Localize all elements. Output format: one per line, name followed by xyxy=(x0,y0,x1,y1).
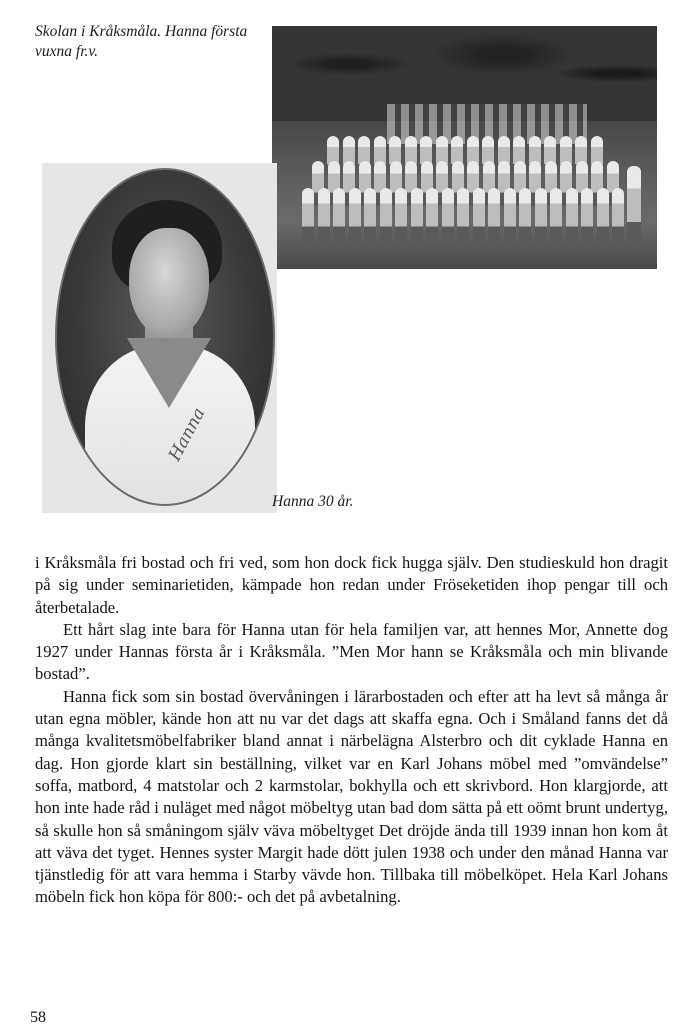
portrait-signature: Hanna xyxy=(165,404,210,465)
school-photo-caption: Skolan i Kråksmåla. Hanna första vuxna fr.v. xyxy=(35,23,248,60)
page-number: 58 xyxy=(30,1009,46,1026)
pupil-figure xyxy=(426,188,438,243)
pupil-figure xyxy=(488,188,500,243)
pupil-figure xyxy=(302,188,314,243)
paragraph-3: Hanna fick som sin bostad övervåningen i lärarbostaden och efter att ha levt så många år utan egna möbler, kände hon att nu var det dags att skaffa egna. Och i Småland fanns det då många kvalitetsmöbelfabriker bland annat i närbelägna Alsterbro och dit cyklade Hanna en dag. Hon gjorde klart sin beställning, vilket var en Karl Johans möbel med ”omvändelse” soffa, matbord, 4 matstolar och 2 karmstolar, bokhylla och ett skrivbord. Hon klargjorde, att hon inte hade råd i nuläget med något möbeltyg utan bad dom sätta på ett oömt brunt undertyg, så skulle hon så småningom själv väva möbeltyget Det dröjde ända till 1939 innan hon kom åt att väva det tyget. Hennes syster Margit hade dött julen 1938 och under den månad Hanna var tjänstledig för att vara hemma i Starby vävde hon. Tillbaka till möbelköpet. Hela Karl Johans möbeln fick hon köpa för 800:- och det på avbetalning. xyxy=(35,686,668,907)
pupil-figure xyxy=(597,188,609,243)
paragraph-1: i Kråksmåla fri bostad och fri ved, som hon dock fick hugga själv. Den studieskuld hon dragit på sig under seminarietiden, kämpade hon redan under Fröseketiden ihop pengar till och återbetalade. xyxy=(35,553,668,617)
pupil-figure xyxy=(519,188,531,243)
pupil-figure xyxy=(442,188,454,243)
body-text xyxy=(35,552,668,909)
pupil-figure xyxy=(550,188,562,243)
pupil-figure xyxy=(411,188,423,243)
pupil-figure xyxy=(473,188,485,243)
portrait-face xyxy=(129,228,209,338)
pupil-figure xyxy=(380,188,392,243)
pupil-figure xyxy=(318,188,330,243)
teacher-figure xyxy=(627,166,641,246)
pupil-figure xyxy=(612,188,624,243)
portrait-photo-hanna xyxy=(55,168,275,506)
portrait-vneck xyxy=(127,338,211,408)
pupil-figure xyxy=(364,188,376,243)
pupil-figure xyxy=(457,188,469,243)
pupil-figure xyxy=(395,188,407,243)
pupil-figure xyxy=(581,188,593,243)
pupil-figure xyxy=(504,188,516,243)
photo-pupils-group xyxy=(297,126,642,251)
school-group-photo xyxy=(272,26,657,269)
pupil-figure xyxy=(566,188,578,243)
paragraph-2: Ett hårt slag inte bara för Hanna utan för hela familjen var, att hennes Mor, Annette dog 1927 under Hannas första år i Kråksmåla. ”Men Mor hann se Kråksmåla och min blivande bostad”. xyxy=(35,619,668,684)
pupil-figure xyxy=(349,188,361,243)
pupil-figure xyxy=(333,188,345,243)
pupil-figure xyxy=(535,188,547,243)
portrait-caption: Hanna 30 år. xyxy=(272,493,354,510)
